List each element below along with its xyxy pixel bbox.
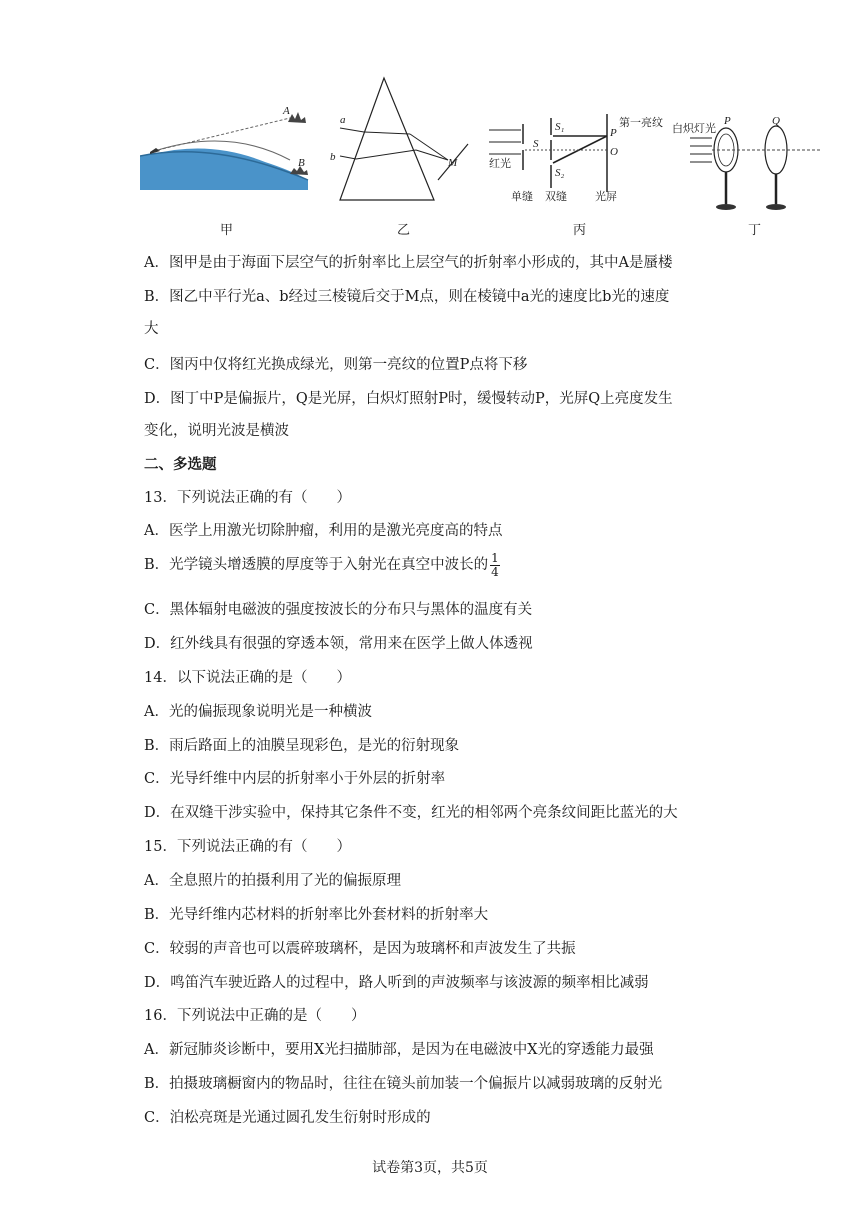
option-12-c: C．图丙中仅将红光换成绿光，则第一亮纹的位置P点将下移	[144, 357, 528, 373]
option-15-d: D．鸣笛汽车驶近路人的过程中，路人听到的声波频率与该波源的频率相比减弱	[144, 975, 649, 991]
figure-bing-first-bright: 第一亮纹	[619, 117, 663, 129]
option-14-d: D．在双缝干涉实验中，保持其它条件不变，红光的相邻两个亮条纹间距比蓝光的大	[144, 805, 678, 821]
option-13-b	[144, 551, 500, 579]
figure-ding	[672, 108, 822, 218]
option-14-c: C．光导纤维中内层的折射率小于外层的折射率	[144, 771, 446, 787]
option-12-d-cont: 变化，说明光波是横波	[144, 423, 289, 439]
figure-ding-q: Q	[772, 115, 780, 127]
figure-bing-s: S	[533, 138, 539, 150]
fraction-numerator: 1	[491, 550, 499, 565]
option-13-a: A．医学上用激光切除肿瘤，利用的是激光亮度高的特点	[144, 523, 503, 539]
option-16-c: C．泊松亮斑是光通过圆孔发生衍射时形成的	[144, 1110, 431, 1126]
figure-jia-label-b: B	[298, 157, 305, 169]
caption-bing: 丙	[573, 223, 587, 238]
caption-jia: 甲	[220, 223, 234, 238]
figure-jia-label-a: A	[283, 105, 290, 117]
option-13-d: D．红外线具有很强的穿透本领，常用来在医学上做人体透视	[144, 636, 533, 652]
figure-yi-label-a: a	[340, 114, 346, 126]
figure-ding-lamp: 白炽灯光	[672, 123, 716, 135]
fraction-denominator: 4	[491, 564, 499, 579]
option-14-a: A．光的偏振现象说明光是一种横波	[144, 704, 372, 720]
option-12-d: D．图丁中P是偏振片，Q是光屏，白炽灯照射P时，缓慢转动P，光屏Q上亮度发生	[144, 391, 673, 407]
option-15-b: B．光导纤维内芯材料的折射率比外套材料的折射率大	[144, 907, 489, 923]
figure-bing-s2: S₂	[555, 167, 565, 179]
figure-bing-o: O	[610, 146, 618, 158]
figure-ding-p: P	[724, 115, 731, 127]
figure-bing-screen: 光屏	[595, 191, 617, 203]
fraction	[490, 552, 500, 579]
caption-ding: 丁	[748, 223, 762, 238]
question-15: 15．下列说法正确的有（ ）	[144, 839, 351, 855]
option-16-a: A．新冠肺炎诊断中，要用X光扫描肺部，是因为在电磁波中X光的穿透能力最强	[144, 1042, 654, 1058]
figure-jia	[140, 70, 310, 190]
figure-bing-double-slit: 双缝	[545, 191, 567, 203]
page-footer: 试卷第3页，共5页	[372, 1160, 488, 1176]
option-12-a: A．图甲是由于海面下层空气的折射率比上层空气的折射率小形成的，其中A是蜃楼	[144, 255, 673, 271]
figure-yi	[330, 72, 480, 202]
option-13-b-text: B．光学镜头增透膜的厚度等于入射光在真空中波长的	[144, 557, 489, 573]
figure-bing-red-light: 红光	[489, 158, 511, 170]
option-14-b: B．雨后路面上的油膜呈现彩色，是光的衍射现象	[144, 738, 460, 754]
caption-yi: 乙	[397, 223, 411, 238]
figure-yi-label-b: b	[330, 151, 336, 163]
figure-bing-s1: S₁	[555, 121, 565, 133]
section-heading: 二、多选题	[144, 456, 217, 473]
option-12-b-cont: 大	[144, 321, 159, 337]
question-16: 16．下列说法中正确的是（ ）	[144, 1008, 366, 1024]
option-12-b: B．图乙中平行光a、b经过三棱镜后交于M点，则在棱镜中a光的速度比b光的速度	[144, 289, 670, 305]
figure-bing-p: P	[610, 127, 617, 139]
question-14: 14．以下说法正确的是（ ）	[144, 670, 351, 686]
figure-bing-single-slit: 单缝	[511, 191, 533, 203]
figure-yi-label-m: M	[448, 157, 458, 169]
option-15-a: A．全息照片的拍摄利用了光的偏振原理	[144, 873, 401, 889]
option-15-c: C．较弱的声音也可以震碎玻璃杯，是因为玻璃杯和声波发生了共振	[144, 941, 576, 957]
question-13: 13．下列说法正确的有（ ）	[144, 490, 351, 506]
option-16-b: B．拍摄玻璃橱窗内的物品时，往往在镜头前加装一个偏振片以减弱玻璃的反射光	[144, 1076, 663, 1092]
option-13-c: C．黑体辐射电磁波的强度按波长的分布只与黑体的温度有关	[144, 602, 533, 618]
figure-bing	[485, 100, 670, 210]
